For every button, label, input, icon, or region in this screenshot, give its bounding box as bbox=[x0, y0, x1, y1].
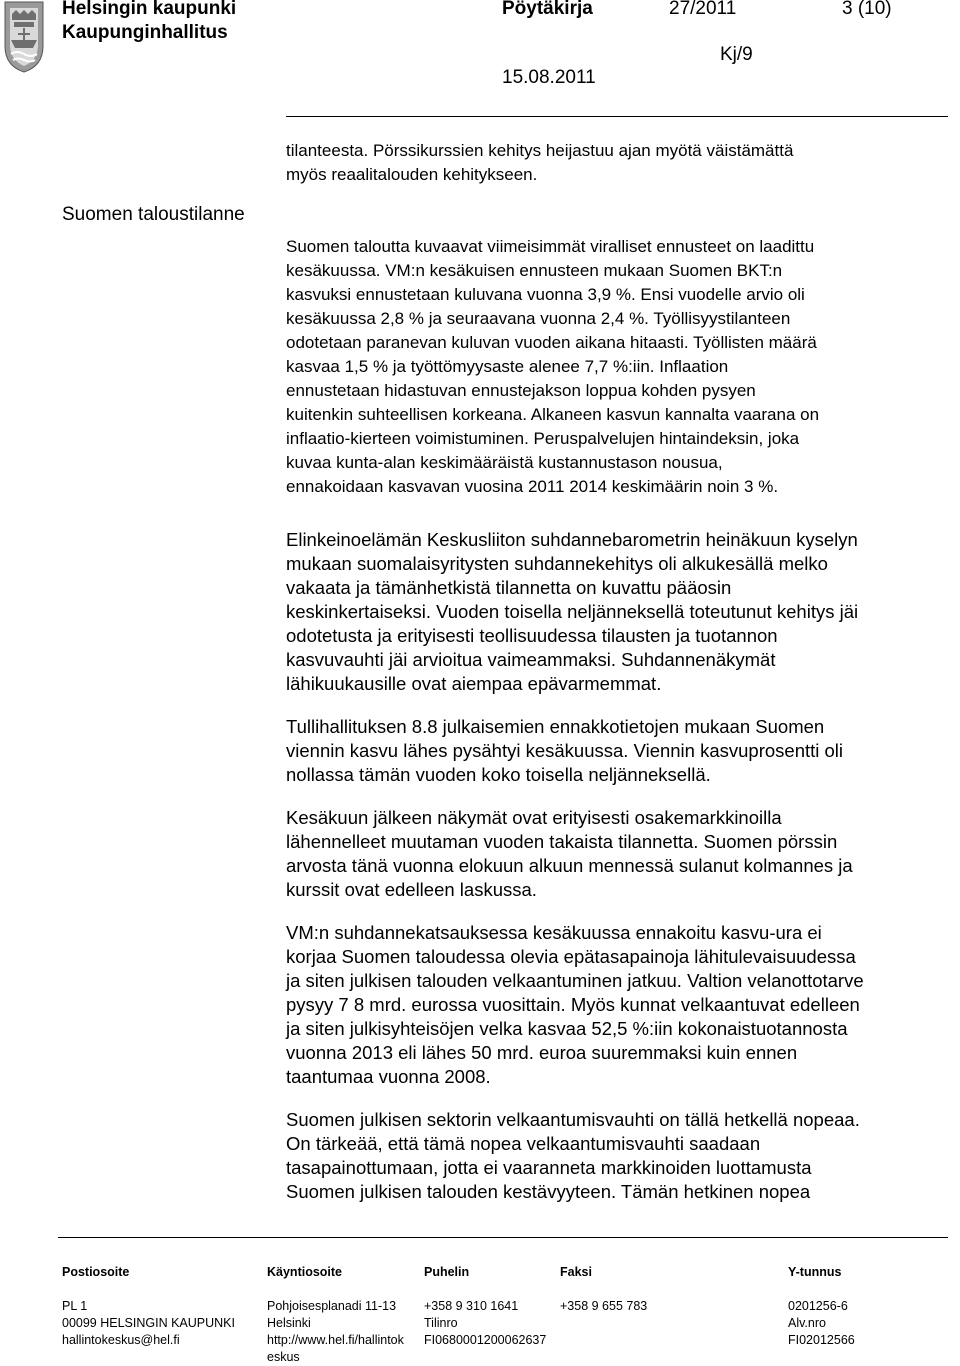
page-number: 3 (10) bbox=[842, 0, 892, 19]
body-text bbox=[286, 139, 936, 1204]
header-divider bbox=[286, 116, 948, 117]
paragraph: Kesäkuun jälkeen näkymät ovat erityisesti osakemarkkinoilla lähennelleet muutaman vuoden takaista tilannetta. Suomen pörssin arvosta tänä vuonna elokuun alkuun mennessä sulanut kolmannes ja kurssit ovat edelleen laskussa. bbox=[286, 807, 853, 900]
paragraph: Elinkeinoelämän Keskusliiton suhdannebarometrin heinäkuun kyselyn mukaan suomalaisyritysten suhdannekehitys oli alkukesällä melko vakaata ja tämänhetkistä tilannetta on kuvattu pääosin keskinkertaiseksi. Vuoden toisella neljänneksellä toteutunut kehitys jäi odotetusta ja erityisesti teollisuudessa tilausten ja tuotannon kasvuvauhti jäi arvioitua vaimeammaksi. Suhdannenäkymät lähikuukausille ovat aiempaa epävarmemmat. bbox=[286, 529, 859, 694]
footer-value: Pohjoisesplanadi 11-13 Helsinki http://www.hel.fi/hallintok eskus bbox=[267, 1299, 404, 1364]
paragraph: VM:n suhdannekatsauksessa kesäkuussa ennakoitu kasvu-ura ei korjaa Suomen taloudessa olevia epätasapainoja lähitulevaisuudessa ja siten julkisen talouden velkaantuminen jatkuu. Valtion velanottotarve pysyy 7 8 mrd. eurossa vuosittain. Myös kunnat velkaantuvat edelleen ja siten julkisyhteisöjen velka kasvaa 52,5 %:iin kokonaistuotannosta vuonna 2013 eli lähes 50 mrd. euroa suuremmaksi kuin ennen taantumaa vuonna 2008. bbox=[286, 922, 864, 1087]
org-name: Helsingin kaupunki bbox=[62, 0, 237, 19]
footer-heading: Y-tunnus bbox=[788, 1265, 842, 1279]
footer-visiting-address bbox=[267, 1247, 417, 1366]
helsinki-crest-icon bbox=[2, 0, 46, 74]
body-name: Kaupunginhallitus bbox=[62, 22, 228, 43]
footer-heading: Postiosoite bbox=[62, 1265, 130, 1279]
item-number: Kj/9 bbox=[720, 44, 753, 65]
meeting-number: 27/2011 bbox=[669, 0, 737, 19]
footer-value: +358 9 655 783 bbox=[560, 1299, 648, 1313]
paragraph: tilanteesta. Pörssikurssien kehitys heijastuu ajan myötä väistämättä myös reaalitalouden kehitykseen. bbox=[286, 141, 794, 184]
section-heading: Suomen taloustilanne bbox=[62, 204, 245, 225]
document-type: Pöytäkirja bbox=[502, 0, 593, 19]
footer-value: 0201256-6 Alv.nro FI02012566 bbox=[788, 1299, 855, 1347]
footer-business-id bbox=[788, 1247, 938, 1349]
paragraph: Suomen julkisen sektorin velkaantumisvauhti on tällä hetkellä nopeaa. On tärkeää, että tämä nopea velkaantumisvauhti saadaan tasapainottumaan, jotta ei vaaranneta markkinoiden luottamusta Suomen julkisen talouden kestävyyteen. Tämän hetkinen nopea bbox=[286, 1109, 860, 1202]
paragraph: Tullihallituksen 8.8 julkaisemien ennakkotietojen mukaan Suomen viennin kasvu lähes pysähtyi kesäkuussa. Viennin kasvuprosentti oli nollassa tämän vuoden koko toisella neljänneksellä. bbox=[286, 716, 844, 785]
paragraph: Suomen taloutta kuvaavat viimeisimmät viralliset ennusteet on laadittu kesäkuussa. VM:n kesäkuisen ennusteen mukaan Suomen BKT:n kasvuksi ennustetaan kuluvana vuonna 3,9 %. Ensi vuodelle arvio oli kesäkuussa 2,8 % ja seuraavana vuonna 2,4 %. Työllisyystilanteen odotetaan paranevan kuluvan vuoden aikana hitaasti. Työllisten määrä kasvaa 1,5 % ja työttömyysaste alenee 7,7 %:iin. Inflaation ennustetaan hidastuvan ennustejakson loppua kohden pysyen kuitenkin suhteellisen korkeana. Alkaneen kasvun kannalta vaarana on inflaatio-kierteen voimistuminen. Peruspalvelujen hintaindeksin, joka kuvaa kunta-alan keskimääräistä kustannustason nousua, ennakoidaan kasvavan vuosina 2011 2014 keskimäärin noin 3 %. bbox=[286, 237, 820, 496]
footer-heading: Käyntiosoite bbox=[267, 1265, 343, 1279]
footer-postal-address bbox=[62, 1247, 262, 1349]
footer-phone bbox=[424, 1247, 559, 1349]
meeting-date: 15.08.2011 bbox=[502, 67, 596, 88]
footer-fax bbox=[560, 1247, 690, 1315]
footer-heading: Puhelin bbox=[424, 1265, 470, 1279]
footer-value: +358 9 310 1641 Tilinro FI0680001200062637 bbox=[424, 1299, 547, 1347]
footer-value: PL 1 00099 HELSINGIN KAUPUNKI hallintokeskus@hel.fi bbox=[62, 1299, 235, 1347]
footer-heading: Faksi bbox=[560, 1265, 592, 1279]
footer-divider bbox=[58, 1237, 948, 1238]
